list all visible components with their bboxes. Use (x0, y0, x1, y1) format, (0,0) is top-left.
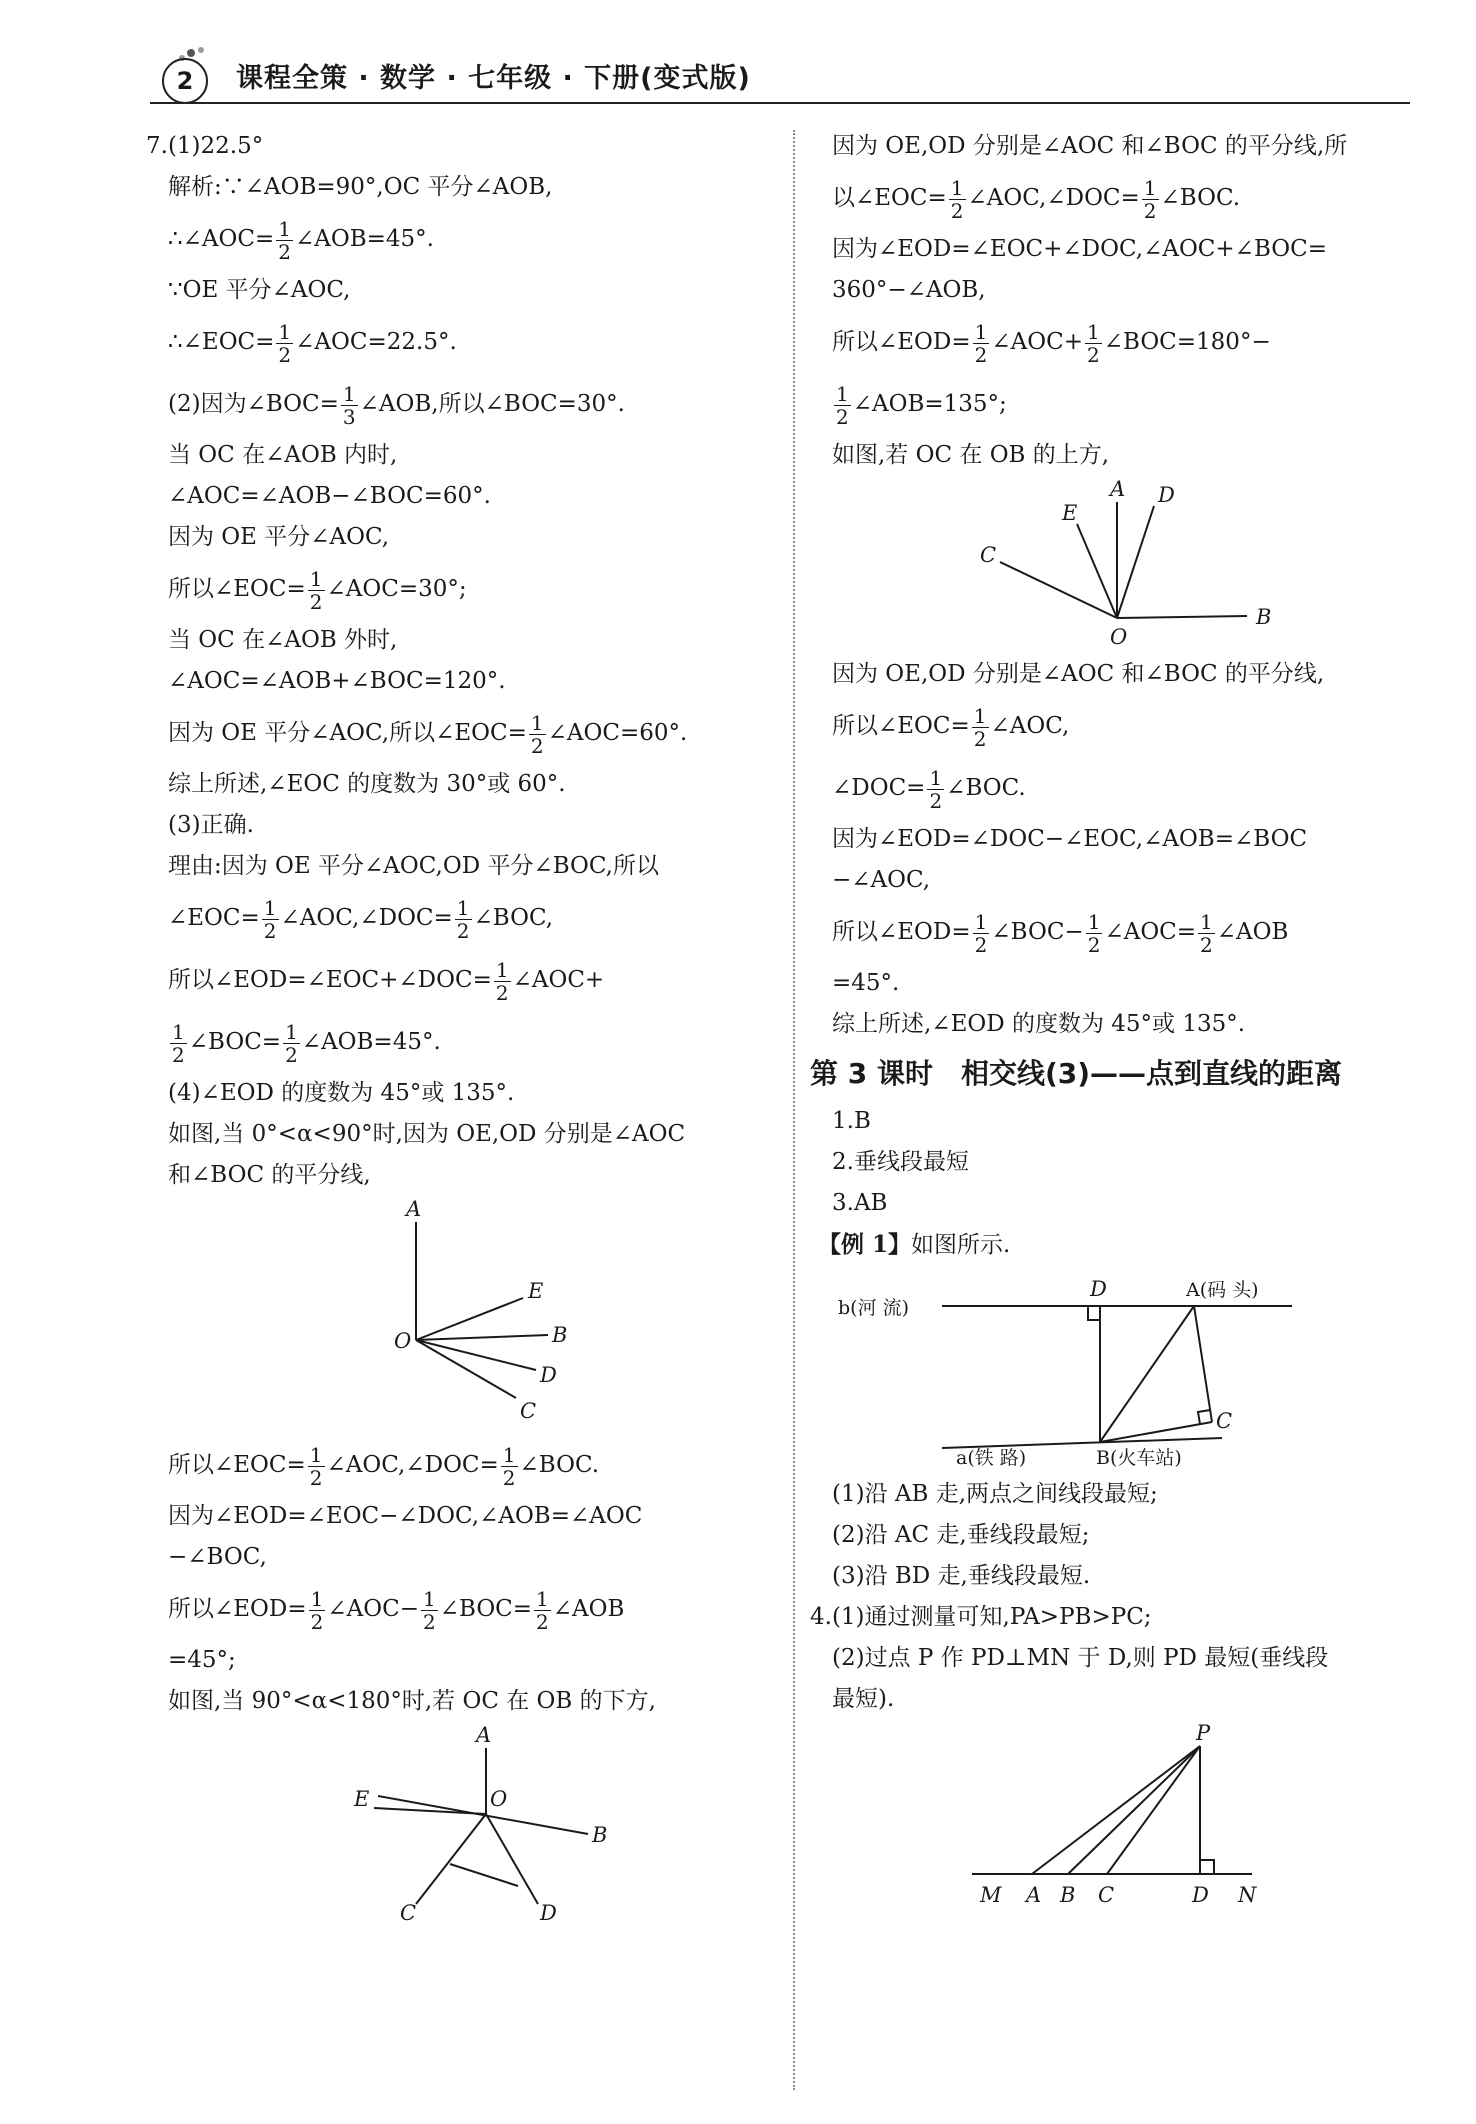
perpendicular-diagram (832, 1724, 1332, 1914)
label-d: D (1192, 1883, 1209, 1907)
text-line: 因为∠EOD=∠EOC−∠DOC,∠AOB=∠AOC (168, 1503, 643, 1529)
label-railway: a(铁 路) (956, 1447, 1027, 1469)
text-line: ∠AOC=∠AOB+∠BOC=120°. (168, 668, 506, 694)
label-river: b(河 流) (838, 1297, 910, 1319)
label-d: D (540, 1363, 557, 1387)
equation-line: 所以∠EOC= $\frac{1}{2}$ ∠AOC=30°; (168, 566, 467, 614)
text-line: 因为∠EOD=∠EOC+∠DOC,∠AOC+∠BOC= (832, 236, 1328, 262)
label-b: B (1256, 605, 1272, 629)
text-line: 理由:因为 OE 平分∠AOC,OD 平分∠BOC,所以 (168, 853, 659, 879)
text-line: 如图,若 OC 在 OB 的上方, (832, 442, 1110, 468)
label-p: P (1196, 1724, 1211, 1745)
answer-3: 3.AB (832, 1190, 888, 1216)
label-a: A (476, 1726, 492, 1747)
text-line: 当 OC 在∠AOB 内时, (168, 442, 398, 468)
label-d: D (540, 1901, 557, 1925)
book-title: 课程全策 · 数学 · 七年级 · 下册(变式版) (236, 63, 751, 94)
label-a: A (1110, 480, 1126, 501)
text-line: 解析:∵∠AOB=90°,OC 平分∠AOB, (168, 174, 553, 200)
equation-line: 所以∠EOD=∠EOC+∠DOC= $\frac{1}{2}$ ∠AOC+ (168, 957, 605, 1005)
right-column (810, 126, 1422, 1918)
text-line: 如图,当 90°<α<180°时,若 OC 在 OB 的下方, (168, 1688, 656, 1714)
answer-7-1: 7.(1)22.5° (146, 133, 264, 159)
text-line: 因为∠EOD=∠DOC−∠EOC,∠AOB=∠BOC (832, 826, 1308, 852)
equation-line: 所以∠EOC= $\frac{1}{2}$ ∠AOC, (832, 703, 1070, 751)
answer-4-1: 4.(1)通过测量可知,PA>PB>PC; (810, 1604, 1152, 1630)
text-line: =45°. (832, 970, 900, 996)
equation-line: 以∠EOC= $\frac{1}{2}$ ∠AOC,∠DOC= $\frac{1}{2}$ ∠BOC. (832, 175, 1241, 223)
label-station: B(火车站) (1096, 1447, 1182, 1469)
text-line: (4)∠EOD 的度数为 45°或 135°. (168, 1080, 515, 1106)
text-line: 当 OC 在∠AOB 外时, (168, 627, 398, 653)
label-n: N (1238, 1883, 1257, 1907)
equation-line: $\frac{1}{2}$ ∠AOB=135°; (836, 381, 1007, 429)
text-line: (2)沿 AC 走,垂线段最短; (832, 1522, 1090, 1548)
equation-line: 所以∠EOD= $\frac{1}{2}$ ∠AOC+ $\frac{1}{2}$ ∠BOC=180°− (832, 319, 1271, 367)
angle-diagram-3 (832, 480, 1292, 650)
equation-line: 因为 OE 平分∠AOC,所以∠EOC= $\frac{1}{2}$ ∠AOC=60°. (168, 710, 688, 758)
example-1: 【例 1】如图所示. (818, 1231, 1011, 1258)
label-m: M (980, 1883, 1002, 1907)
text-line: =45°; (168, 1647, 236, 1673)
text-line: (1)沿 AB 走,两点之间线段最短; (832, 1481, 1158, 1507)
label-c: C (400, 1901, 417, 1925)
label-b: B (592, 1823, 608, 1847)
equation-line: 所以∠EOD= $\frac{1}{2}$ ∠AOC− $\frac{1}{2}$ ∠BOC= $\frac{1}{2}$ ∠AOB (168, 1586, 625, 1634)
example-label: 【例 1】 (818, 1231, 912, 1258)
text-line: (3)沿 BD 走,垂线段最短. (832, 1563, 1091, 1589)
text-line: 综上所述,∠EOC 的度数为 30°或 60°. (168, 771, 566, 797)
river-railway-diagram (832, 1270, 1332, 1470)
label-o: O (490, 1787, 508, 1811)
equation-line: 所以∠EOC= $\frac{1}{2}$ ∠AOC,∠DOC= $\frac{1}{2}$ ∠BOC. (168, 1442, 600, 1490)
answer-2: 2.垂线段最短 (832, 1149, 969, 1175)
page-number: 2 (162, 58, 208, 104)
left-column (146, 126, 778, 1930)
equation-line: $\frac{1}{2}$ ∠BOC= $\frac{1}{2}$ ∠AOB=45°. (172, 1019, 441, 1067)
text-line: 因为 OE,OD 分别是∠AOC 和∠BOC 的平分线, (832, 661, 1325, 687)
angle-diagram-1 (168, 1200, 588, 1430)
text-line: 如图,当 0°<α<90°时,因为 OE,OD 分别是∠AOC (168, 1121, 686, 1147)
label-c: C (980, 543, 997, 567)
label-c: C (1098, 1883, 1115, 1907)
text-line: 最短). (832, 1686, 895, 1712)
text-line: (3)正确. (168, 812, 254, 838)
label-c: C (1216, 1409, 1233, 1433)
column-divider (793, 130, 795, 2090)
label-d: D (1090, 1277, 1107, 1301)
label-c: C (520, 1399, 537, 1423)
answer-1: 1.B (832, 1108, 871, 1134)
text-line: 综上所述,∠EOD 的度数为 45°或 135°. (832, 1011, 1246, 1037)
text-line: 因为 OE,OD 分别是∠AOC 和∠BOC 的平分线,所 (832, 133, 1348, 159)
angle-diagram-2 (168, 1726, 648, 1926)
label-b: B (1060, 1883, 1076, 1907)
text-line: −∠BOC, (168, 1544, 267, 1570)
equation-line: 所以∠EOD= $\frac{1}{2}$ ∠BOC− $\frac{1}{2}$ ∠AOC= $\frac{1}{2}$ ∠AOB (832, 909, 1289, 957)
text-line: 360°−∠AOB, (832, 277, 986, 303)
label-a: A (406, 1200, 422, 1221)
label-e: E (354, 1787, 370, 1811)
label-o: O (1110, 625, 1128, 649)
label-e: E (1062, 501, 1078, 525)
label-d: D (1158, 483, 1175, 507)
equation-line: (2)因为∠BOC= $\frac{1}{3}$ ∠AOB,所以∠BOC=30°. (168, 381, 625, 429)
label-o: O (394, 1329, 412, 1353)
section-title: 第 3 课时 相交线(3)——点到直线的距离 (810, 1057, 1343, 1090)
page-header (150, 52, 1410, 108)
label-b: B (552, 1323, 568, 1347)
label-e: E (528, 1279, 544, 1303)
label-dock: A(码 头) (1186, 1279, 1259, 1301)
text-line: 因为 OE 平分∠AOC, (168, 524, 390, 550)
label-a: A (1026, 1883, 1042, 1907)
text-line: ∵OE 平分∠AOC, (168, 277, 351, 303)
text-line: (2)过点 P 作 PD⊥MN 于 D,则 PD 最短(垂线段 (832, 1645, 1329, 1671)
equation-line: ∴∠EOC= $\frac{1}{2}$ ∠AOC=22.5°. (168, 319, 457, 367)
equation-line: ∴∠AOC= $\frac{1}{2}$ ∠AOB=45°. (168, 216, 434, 264)
header-rule (150, 102, 1410, 104)
text-line: −∠AOC, (832, 867, 931, 893)
text-line: 和∠BOC 的平分线, (168, 1162, 371, 1188)
equation-line: ∠EOC= $\frac{1}{2}$ ∠AOC,∠DOC= $\frac{1}{2}$ ∠BOC, (168, 895, 554, 943)
text-line: ∠AOC=∠AOB−∠BOC=60°. (168, 483, 491, 509)
equation-line: ∠DOC= $\frac{1}{2}$ ∠BOC. (832, 765, 1026, 813)
